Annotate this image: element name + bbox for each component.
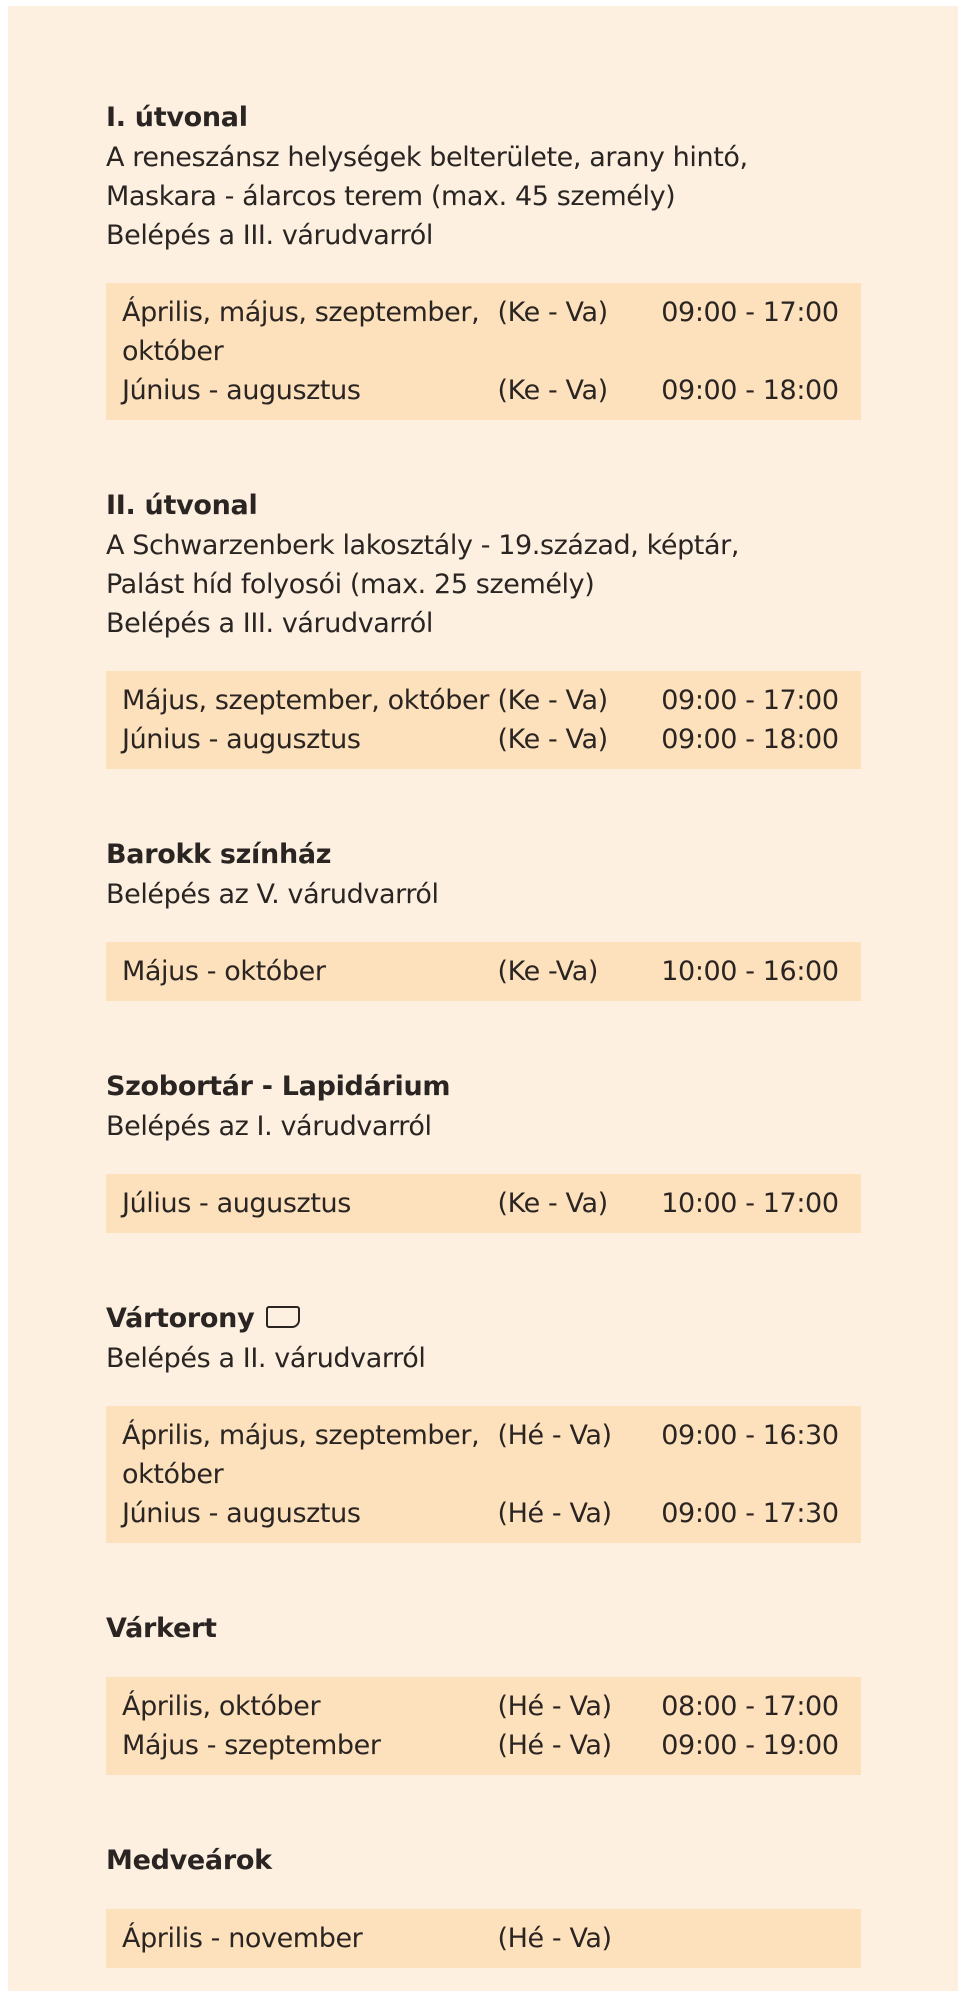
days-cell: (Hé - Va) <box>497 1730 612 1761</box>
hours-cell: 09:00 - 17:00 <box>661 685 839 716</box>
schedule-box <box>106 1909 861 1968</box>
section-bear-moat <box>106 1841 866 1968</box>
schedule-row <box>122 1726 861 1765</box>
schedule-box <box>106 671 861 769</box>
section-castle-garden <box>106 1609 866 1775</box>
hours-cell: 09:00 - 19:00 <box>661 1730 839 1761</box>
months-cell: Április, október <box>122 1691 321 1722</box>
schedule-row <box>122 1919 861 1958</box>
hours-cell: 09:00 - 18:00 <box>661 724 839 755</box>
months-cell: Június - augusztus <box>122 1498 361 1529</box>
hours-cell: 09:00 - 16:30 <box>661 1420 839 1451</box>
section-lapidarium <box>106 1067 866 1233</box>
schedule-box <box>106 1406 861 1543</box>
months-cell: Május - október <box>122 956 326 987</box>
section-baroque-theatre <box>106 835 866 1001</box>
hours-cell <box>661 1919 861 1958</box>
schedule-box <box>106 283 861 420</box>
entrance-line: Belépés az I. várudvarról <box>106 1111 432 1142</box>
schedule-row <box>122 720 861 759</box>
days-cell: (Ke - Va) <box>497 297 608 328</box>
page-background <box>8 6 958 1991</box>
hours-cell: 09:00 - 17:30 <box>661 1498 839 1529</box>
schedule-box <box>106 942 861 1001</box>
section-title: Szobortár - Lapidárium <box>106 1071 451 1102</box>
days-cell: (Hé - Va) <box>497 1691 612 1722</box>
schedule-row <box>122 1184 861 1223</box>
hours-cell: 10:00 - 17:00 <box>661 1188 839 1219</box>
section-title-row <box>106 1299 866 1339</box>
section-title: Medveárok <box>106 1845 272 1876</box>
days-cell: (Hé - Va) <box>497 1420 612 1451</box>
hours-cell: 10:00 - 16:00 <box>661 956 839 987</box>
entrance-line: Belépés a III. várudvarról <box>106 220 433 251</box>
section-title: I. útvonal <box>106 102 248 133</box>
days-cell: (Ke -Va) <box>497 956 598 987</box>
section-route-1 <box>106 98 866 420</box>
description-line: A reneszánsz helységek belterülete, arany hintó, <box>106 142 748 173</box>
days-cell: (Hé - Va) <box>497 1498 612 1529</box>
schedule-row <box>122 952 861 991</box>
months-cell: Június - augusztus <box>122 375 361 406</box>
days-cell: (Ke - Va) <box>497 724 608 755</box>
months-cell: Május, szeptember, október <box>122 685 489 716</box>
schedule-row <box>122 681 861 720</box>
schedule-row <box>122 293 861 371</box>
months-cell: Április, május, szeptember, október <box>122 1420 480 1490</box>
months-cell: Június - augusztus <box>122 724 361 755</box>
description-line: A Schwarzenberk lakosztály - 19.század, képtár, <box>106 530 740 561</box>
schedule-row <box>122 371 861 410</box>
days-cell: (Ke - Va) <box>497 685 608 716</box>
hours-cell: 09:00 - 18:00 <box>661 375 839 406</box>
months-cell: Július - augusztus <box>122 1188 351 1219</box>
hours-cell: 08:00 - 17:00 <box>661 1691 839 1722</box>
days-cell: (Ke - Va) <box>497 375 608 406</box>
schedule-row <box>122 1494 861 1533</box>
section-castle-tower <box>106 1299 866 1543</box>
schedule-row <box>122 1687 861 1726</box>
days-cell: (Hé - Va) <box>497 1923 612 1954</box>
schedule-row <box>122 1416 861 1494</box>
section-title: II. útvonal <box>106 490 258 521</box>
months-cell: Április, május, szeptember, október <box>122 297 480 367</box>
months-cell: Május - szeptember <box>122 1730 381 1761</box>
section-title: Várkert <box>106 1613 217 1644</box>
section-route-2 <box>106 486 866 769</box>
hours-cell: 09:00 - 17:00 <box>661 297 839 328</box>
months-cell: Április - november <box>122 1923 363 1954</box>
schedule-content <box>106 98 866 1968</box>
entrance-line: Belépés az V. várudvarról <box>106 879 439 910</box>
days-cell: (Ke - Va) <box>497 1188 608 1219</box>
section-title: Vártorony <box>106 1303 255 1334</box>
entrance-line: Belépés a III. várudvarról <box>106 608 433 639</box>
description-line: Palást híd folyosói (max. 25 személy) <box>106 569 595 600</box>
ticket-icon <box>266 1306 300 1328</box>
schedule-box <box>106 1677 861 1775</box>
schedule-box <box>106 1174 861 1233</box>
description-line: Maskara - álarcos terem (max. 45 személy) <box>106 181 676 212</box>
section-title: Barokk színház <box>106 839 332 870</box>
entrance-line: Belépés a II. várudvarról <box>106 1343 426 1374</box>
